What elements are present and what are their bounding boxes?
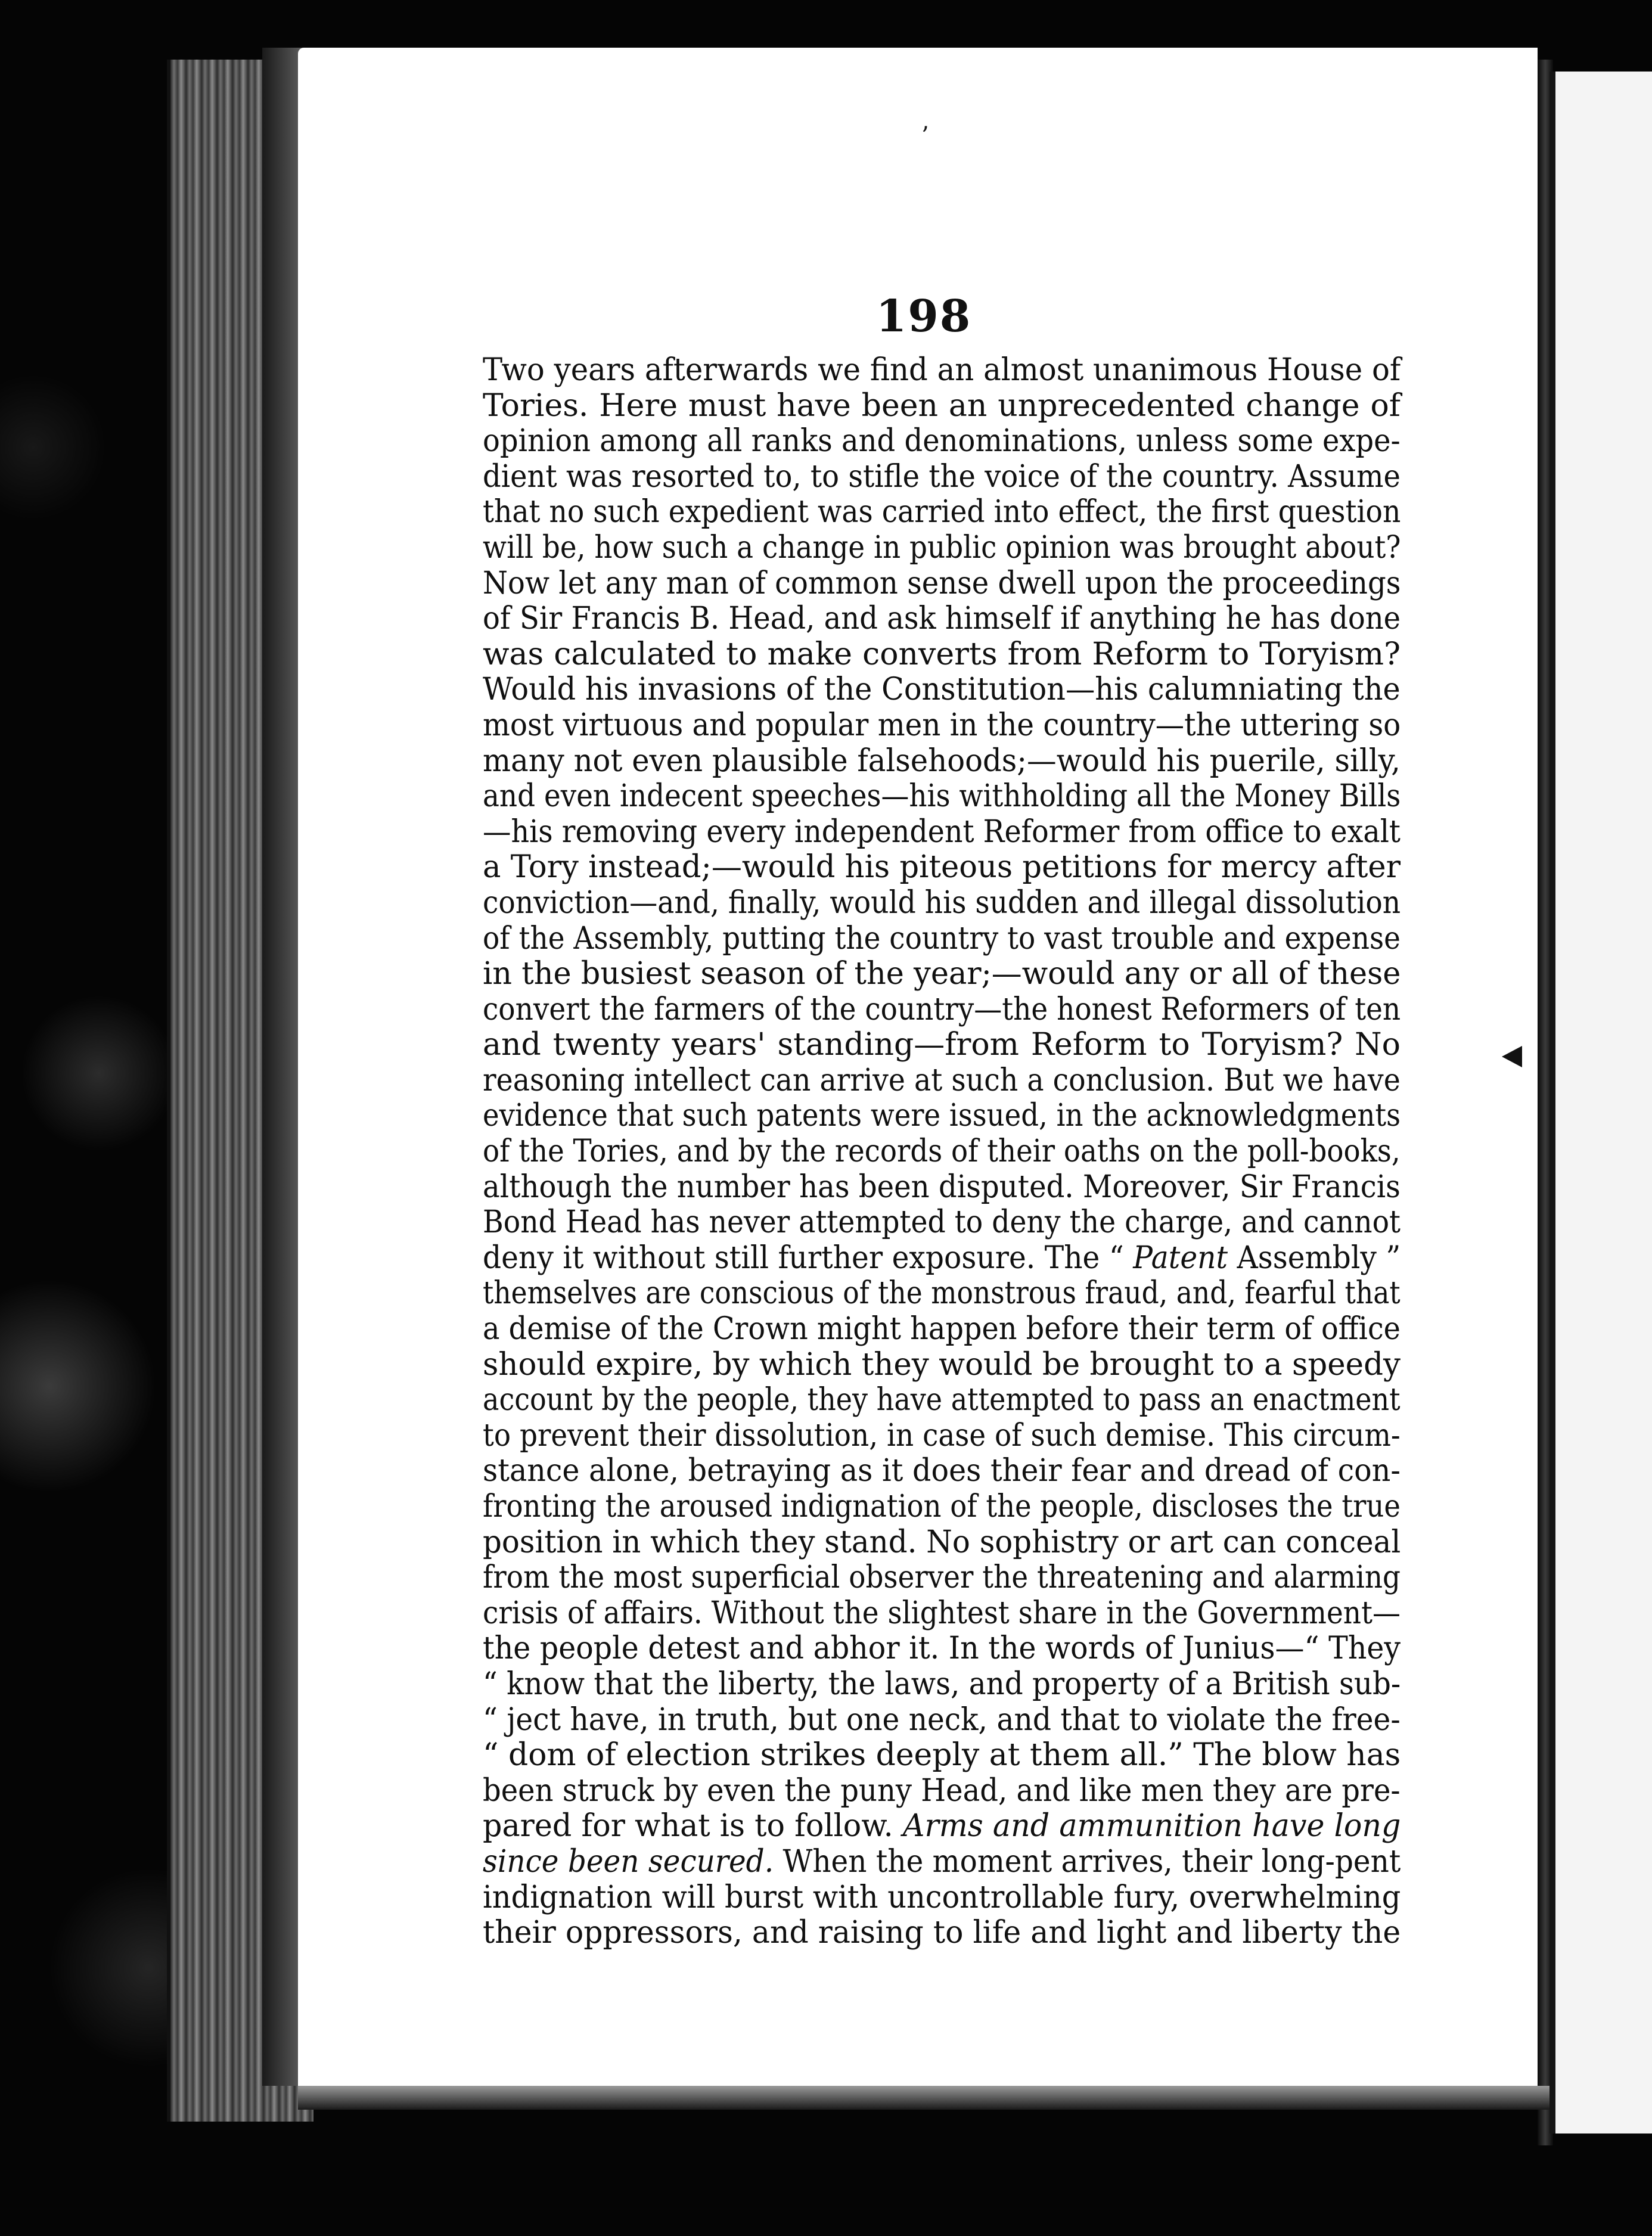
text-line: dient was resorted to, to stifle the voice of the country. Assume [483, 458, 1401, 495]
text-line: and even indecent speeches—his withholding all the Money Bills [483, 778, 1401, 815]
facing-page [1549, 72, 1652, 2133]
text-line: deny it without still further exposure. The “ Patent Assembly ” [483, 1240, 1401, 1276]
text-line: of Sir Francis B. Head, and ask himself if anything he has done [483, 601, 1401, 637]
text-line: will be, how such a change in public opinion was brought about? [483, 529, 1401, 566]
margin-arrow-mark [1502, 1046, 1522, 1067]
text-line: in the busiest season of the year;—would any or all of these [483, 956, 1401, 992]
text-line: “ know that the liberty, the laws, and property of a British sub- [483, 1666, 1401, 1702]
page-bottom-shadow [298, 2086, 1549, 2110]
text-line: —his removing every independent Reformer from office to exalt [483, 813, 1401, 850]
stray-mark: ’ [921, 122, 929, 150]
text-line: convert the farmers of the country—the honest Reformers of ten [483, 991, 1401, 1027]
text-line: of the Tories, and by the records of their oaths on the poll-books, [483, 1133, 1401, 1170]
text-line: should expire, by which they would be brought to a speedy [483, 1346, 1401, 1383]
text-line: a demise of the Crown might happen before their term of office [483, 1311, 1401, 1347]
text-line: of the Assembly, putting the country to vast trouble and expense [483, 920, 1401, 956]
text-line: to prevent their dissolution, in case of such demise. This circum- [483, 1417, 1401, 1454]
text-line: “ ject have, in truth, but one neck, and that to violate the free- [483, 1701, 1401, 1738]
text-line: the people detest and abhor it. In the words of Junius—“ They [483, 1631, 1401, 1667]
text-line: fronting the aroused indignation of the people, discloses the true [483, 1489, 1401, 1524]
text-line: a Tory instead;—would his piteous petitions for mercy after [483, 849, 1401, 886]
text-line: Now let any man of common sense dwell upon the proceedings [483, 565, 1401, 601]
text-line: “ dom of election strikes deeply at them all.” The blow has [483, 1737, 1401, 1774]
text-line: reasoning intellect can arrive at such a conclusion. But we have [483, 1062, 1401, 1098]
text-line: many not even plausible falsehoods;—would his puerile, silly, [483, 743, 1401, 779]
text-line: crisis of affairs. Without the slightest share in the Government— [483, 1595, 1401, 1631]
text-line: indignation will burst with uncontrollable fury, overwhelming [483, 1879, 1401, 1915]
text-line: stance alone, betraying as it does their fear and dread of con- [483, 1453, 1401, 1489]
text-line: Bond Head has never attempted to deny the charge, and cannot [483, 1204, 1401, 1241]
text-line: that no such expedient was carried into effect, the first question [483, 494, 1401, 530]
italic-phrase: Patent [1133, 1240, 1228, 1276]
text-line: themselves are conscious of the monstrous fraud, and, fearful that [483, 1275, 1401, 1312]
text-line: opinion among all ranks and denominations, unless some expe- [483, 423, 1401, 459]
text-line: most virtuous and popular men in the country—the uttering so [483, 707, 1401, 743]
italic-phrase: Arms and ammunition have long [902, 1808, 1401, 1844]
text-line: position in which they stand. No sophistry or art can conceal [483, 1524, 1401, 1560]
text-line: since been secured. When the moment arrives, their long-pent [483, 1843, 1401, 1880]
text-line: evidence that such patents were issued, in the acknowledgments [483, 1098, 1401, 1134]
text-line: from the most superficial observer the threatening and alarming [483, 1560, 1401, 1596]
italic-phrase: since been secured. [483, 1843, 774, 1880]
text-line: pared for what is to follow. Arms and ammunition have long [483, 1808, 1401, 1844]
text-line: Two years afterwards we find an almost unanimous House of [483, 352, 1401, 388]
text-line: their oppressors, and raising to life and light and liberty the [483, 1915, 1401, 1951]
body-text [483, 353, 1401, 1951]
text-line: conviction—and, finally, would his sudden and illegal dissolution [483, 884, 1401, 921]
text-line: account by the people, they have attempted to pass an enactment [483, 1382, 1401, 1418]
text-line: although the number has been disputed. Moreover, Sir Francis [483, 1169, 1401, 1205]
text-line: Tories. Here must have been an unprecedented change of [483, 387, 1401, 424]
text-line: and twenty years' standing—from Reform to Toryism? No [483, 1027, 1401, 1063]
text-line: Would his invasions of the Constitution—his calumniating the [483, 672, 1401, 708]
text-line: was calculated to make converts from Reform to Toryism? [483, 636, 1401, 672]
text-line: been struck by even the puny Head, and like men they are pre- [483, 1772, 1401, 1809]
page-number: 198 [875, 291, 972, 342]
